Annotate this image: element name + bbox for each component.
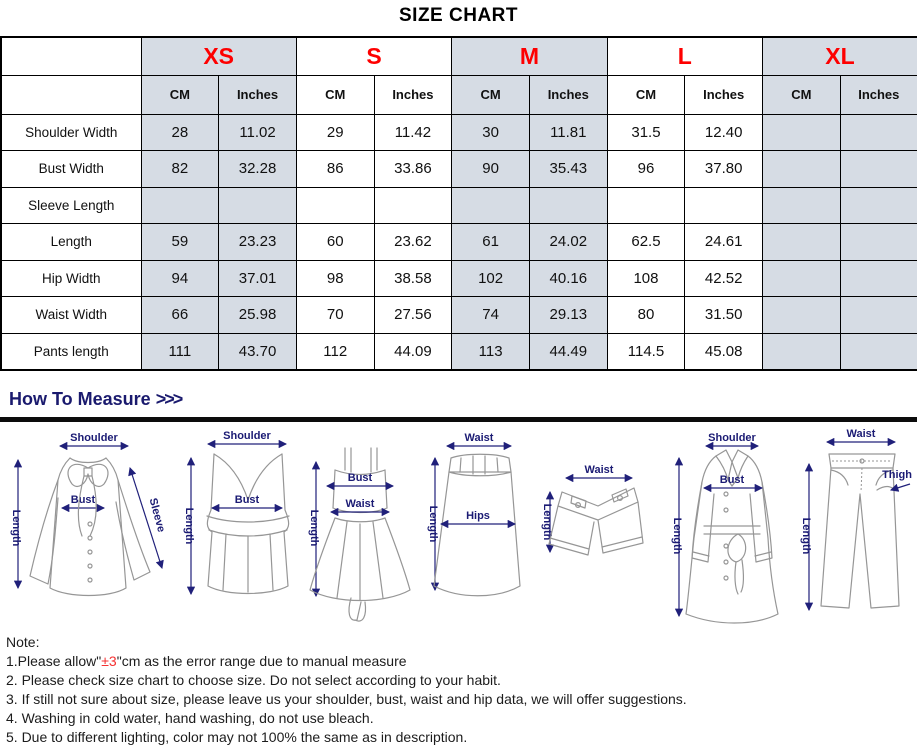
size-value-cell	[529, 187, 607, 224]
size-header-xl: XL	[763, 37, 917, 75]
size-header-l: L	[607, 37, 762, 75]
size-value-cell: 25.98	[219, 297, 297, 334]
size-value-cell	[763, 151, 841, 188]
note-1-highlight: ±3	[101, 653, 117, 669]
blouse-figure	[4, 428, 172, 633]
unit-header: CM	[607, 75, 685, 114]
tank-bust-label: Bust	[234, 494, 259, 506]
blouse-length-label: Length	[10, 509, 22, 547]
unit-header: CM	[763, 75, 841, 114]
size-chart-table	[0, 36, 917, 371]
note-1-prefix: 1.Please allow"	[6, 653, 102, 669]
size-value-cell: 24.61	[685, 224, 763, 261]
size-value-cell: 96	[607, 151, 685, 188]
note-line-3: 3. If still not sure about size, please leave us your shoulder, bust, waist and hip data, we will offer suggestions.	[6, 691, 687, 707]
size-value-cell	[296, 187, 374, 224]
size-value-cell	[840, 151, 917, 188]
size-value-cell: 30	[452, 114, 530, 151]
size-value-cell	[763, 187, 841, 224]
unit-header: Inches	[840, 75, 917, 114]
tank-top-figure	[176, 428, 300, 633]
size-value-cell: 32.28	[219, 151, 297, 188]
size-value-cell: 27.56	[374, 297, 452, 334]
coat-figure	[664, 428, 786, 633]
unit-header: Inches	[685, 75, 763, 114]
size-value-cell: 114.5	[607, 333, 685, 370]
unit-header: CM	[296, 75, 374, 114]
size-value-cell: 31.5	[607, 114, 685, 151]
size-value-cell: 31.50	[685, 297, 763, 334]
size-value-cell: 38.58	[374, 260, 452, 297]
row-label: Bust Width	[1, 151, 141, 188]
size-value-cell: 113	[452, 333, 530, 370]
corner-cell	[1, 37, 141, 75]
shorts-waist-label: Waist	[584, 464, 614, 476]
size-value-cell	[840, 333, 917, 370]
size-value-cell: 44.09	[374, 333, 452, 370]
dress-length-label: Length	[308, 509, 320, 547]
measure-figures	[4, 428, 913, 634]
size-value-cell: 108	[607, 260, 685, 297]
table-row	[1, 187, 917, 224]
how-to-measure-heading	[9, 389, 181, 410]
size-value-cell: 44.49	[529, 333, 607, 370]
blouse-sleeve-label: Sleeve	[146, 496, 168, 534]
size-value-cell	[763, 114, 841, 151]
unit-header: Inches	[219, 75, 297, 114]
size-value-cell: 80	[607, 297, 685, 334]
coat-bust-label: Bust	[719, 474, 744, 486]
size-value-cell: 33.86	[374, 151, 452, 188]
size-value-cell: 42.52	[685, 260, 763, 297]
size-value-cell: 61	[452, 224, 530, 261]
size-value-cell: 94	[141, 260, 219, 297]
pants-thigh-label: Thigh	[882, 469, 912, 481]
note-1-suffix: "cm as the error range due to manual measure	[116, 653, 407, 669]
coat-shoulder-label: Shoulder	[707, 432, 756, 444]
how-to-measure-text: How To Measure	[9, 389, 151, 409]
table-row	[1, 297, 917, 334]
note-line-1	[6, 652, 687, 671]
pants-length-label: Length	[800, 517, 812, 555]
size-header-row	[1, 37, 917, 75]
size-value-cell: 37.80	[685, 151, 763, 188]
size-value-cell: 74	[452, 297, 530, 334]
size-value-cell	[840, 224, 917, 261]
size-value-cell: 12.40	[685, 114, 763, 151]
tank-length-label: Length	[182, 507, 195, 545]
row-label: Shoulder Width	[1, 114, 141, 151]
size-value-cell: 102	[452, 260, 530, 297]
size-value-cell: 66	[141, 297, 219, 334]
size-header-xs: XS	[141, 37, 296, 75]
tank-shoulder-label: Shoulder	[222, 430, 271, 442]
size-value-cell: 28	[141, 114, 219, 151]
size-value-cell: 82	[141, 151, 219, 188]
shorts-length-label: Length	[541, 503, 553, 541]
pants-figure	[789, 428, 913, 633]
unit-header: Inches	[374, 75, 452, 114]
size-value-cell: 11.02	[219, 114, 297, 151]
note-line-4: 4. Washing in cold water, hand washing, do not use bleach.	[6, 710, 374, 726]
divider-line	[0, 417, 917, 422]
size-value-cell: 43.70	[219, 333, 297, 370]
blouse-shoulder-label: Shoulder	[70, 432, 118, 444]
size-value-cell	[840, 297, 917, 334]
corner-cell	[1, 75, 141, 114]
skirt-hips-label: Hips	[465, 510, 490, 522]
size-value-cell: 45.08	[685, 333, 763, 370]
table-row	[1, 224, 917, 261]
size-value-cell: 24.02	[529, 224, 607, 261]
size-value-cell: 90	[452, 151, 530, 188]
size-value-cell	[219, 187, 297, 224]
size-value-cell: 29	[296, 114, 374, 151]
dress-bust-label: Bust	[347, 472, 373, 484]
size-value-cell: 70	[296, 297, 374, 334]
dress-figure	[303, 428, 417, 633]
size-value-cell: 11.81	[529, 114, 607, 151]
chevrons-icon: >>>	[155, 389, 182, 409]
size-value-cell	[763, 260, 841, 297]
size-value-cell	[685, 187, 763, 224]
note-line-5: 5. Due to different lighting, color may not 100% the same as in description.	[6, 729, 468, 745]
unit-header: CM	[452, 75, 530, 114]
unit-header-row	[1, 75, 917, 114]
blouse-bust-label: Bust	[70, 494, 96, 506]
size-value-cell: 23.62	[374, 224, 452, 261]
note-line-2: 2. Please check size chart to choose size. Do not select according to your habit.	[6, 672, 501, 688]
table-row	[1, 151, 917, 188]
size-value-cell	[763, 333, 841, 370]
notes-heading: Note:	[6, 634, 40, 650]
row-label: Hip Width	[1, 260, 141, 297]
table-row	[1, 260, 917, 297]
skirt-length-label: Length	[426, 505, 439, 543]
size-value-cell: 35.43	[529, 151, 607, 188]
dress-waist-label: Waist	[345, 498, 375, 510]
row-label: Waist Width	[1, 297, 141, 334]
size-value-cell: 111	[141, 333, 219, 370]
size-value-cell	[840, 114, 917, 151]
size-value-cell	[607, 187, 685, 224]
size-value-cell: 112	[296, 333, 374, 370]
size-value-cell	[840, 260, 917, 297]
size-value-cell: 23.23	[219, 224, 297, 261]
row-label: Sleeve Length	[1, 187, 141, 224]
size-value-cell: 37.01	[219, 260, 297, 297]
shorts-figure	[532, 428, 660, 633]
skirt-waist-label: Waist	[464, 432, 493, 444]
size-header-s: S	[296, 37, 451, 75]
size-header-m: M	[452, 37, 607, 75]
size-value-cell: 86	[296, 151, 374, 188]
size-value-cell: 11.42	[374, 114, 452, 151]
table-row	[1, 333, 917, 370]
size-value-cell	[141, 187, 219, 224]
size-value-cell: 60	[296, 224, 374, 261]
coat-length-label: Length	[670, 517, 683, 555]
row-label: Pants length	[1, 333, 141, 370]
size-value-cell	[840, 187, 917, 224]
size-value-cell: 29.13	[529, 297, 607, 334]
unit-header: CM	[141, 75, 219, 114]
row-label: Length	[1, 224, 141, 261]
size-value-cell	[452, 187, 530, 224]
size-value-cell: 40.16	[529, 260, 607, 297]
size-value-cell: 62.5	[607, 224, 685, 261]
table-row	[1, 114, 917, 151]
size-value-cell	[763, 297, 841, 334]
page-title: SIZE CHART	[399, 5, 518, 26]
size-value-cell: 59	[141, 224, 219, 261]
unit-header: Inches	[529, 75, 607, 114]
size-value-cell	[374, 187, 452, 224]
notes-section	[6, 633, 687, 747]
size-value-cell: 98	[296, 260, 374, 297]
pants-waist-label: Waist	[846, 428, 876, 440]
skirt-figure	[421, 428, 529, 633]
size-value-cell	[763, 224, 841, 261]
